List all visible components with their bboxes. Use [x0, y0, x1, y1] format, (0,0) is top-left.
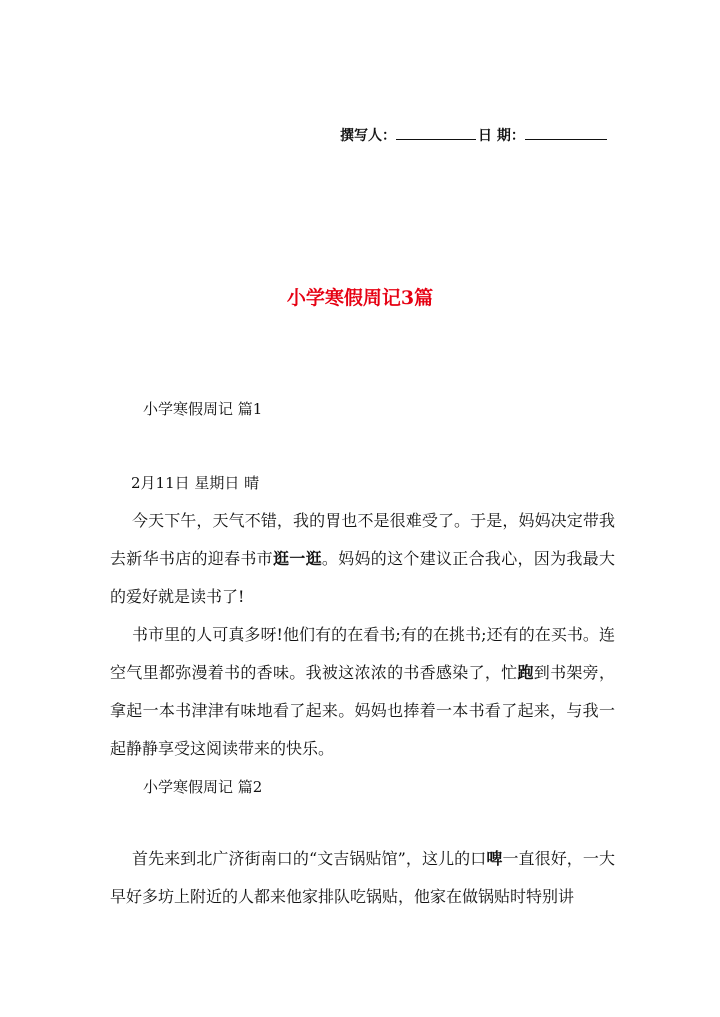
author-label: 撰写人：: [340, 128, 396, 144]
header-signature-line: [340, 125, 607, 145]
paragraph-2-bold: 跑: [517, 663, 534, 682]
date-blank: [525, 127, 607, 140]
section-heading-1: 小学寒假周记 篇1: [143, 400, 263, 418]
paragraph-2: [110, 616, 615, 768]
paragraph-1: [110, 502, 615, 616]
paragraph-2-text-a: 书市里的人可真多呀!他们有的在看书;有的在挑书;还有的在买书。连空气里都弥漫着书的香味。我被这浓浓的书香感染了，忙: [110, 625, 615, 682]
date-label: 日 期：: [478, 128, 525, 144]
paragraph-3-bold: 啤: [486, 849, 503, 868]
paragraph-1-bold: 逛一逛: [273, 549, 322, 568]
diary-date-line: 2月11日 星期日 晴: [131, 474, 260, 492]
author-blank: [396, 127, 476, 140]
paragraph-3-text-a: 首先来到北广济街南口的“文吉锅贴馆”，这儿的口: [132, 849, 487, 868]
paragraph-3-text-b: 一直很好，一大早好多坊上附近的人都来他家排队吃锅贴，他家在做锅贴时特别讲: [110, 849, 615, 906]
paragraph-3: [110, 840, 615, 916]
paragraph-1-text-a: 今天下午，天气不错，我的胃也不是很难受了。于是，妈妈决定带我去新华书店的迎春书市: [110, 511, 615, 568]
paragraph-2-text-b: 到书架旁，拿起一本书津津有味地看了起来。妈妈也捧着一本书看了起来，与我一起静静享受这阅读带来的快乐。: [110, 663, 615, 758]
paragraph-1-text-b: 。妈妈的这个建议正合我心，因为我最大的爱好就是读书了!: [110, 549, 615, 606]
document-title: 小学寒假周记3篇: [286, 287, 434, 309]
section-heading-2: 小学寒假周记 篇2: [143, 778, 263, 796]
